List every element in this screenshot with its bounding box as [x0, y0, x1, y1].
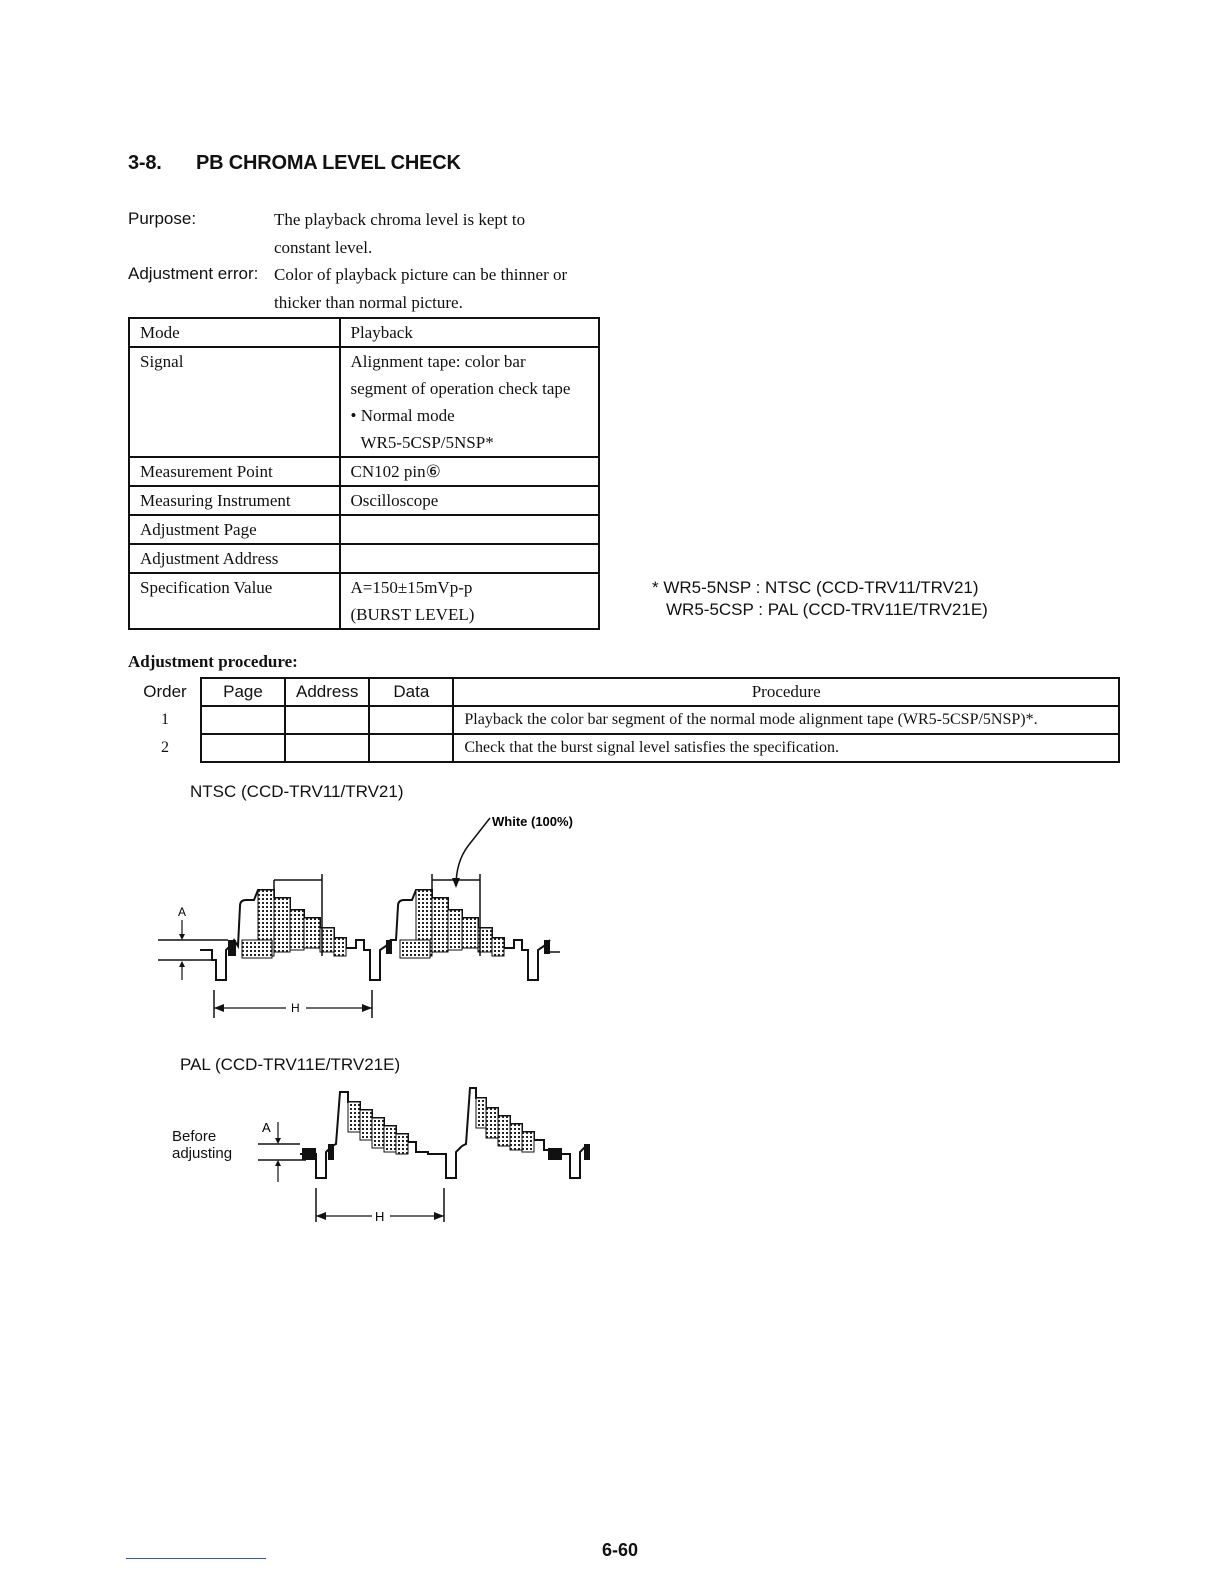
spec-table — [128, 317, 600, 630]
spec-label: Measurement Point — [129, 457, 340, 486]
pal-a-label: A — [262, 1120, 271, 1135]
a-arrow-top-head — [179, 934, 185, 940]
pal-h-label: H — [375, 1209, 385, 1224]
procedure-title: Adjustment procedure: — [128, 652, 298, 671]
burst-block — [302, 1148, 316, 1160]
h-arrow-head-right — [362, 1004, 372, 1012]
spec-value — [340, 515, 600, 544]
spec-row-adjustment-page — [129, 515, 599, 544]
adjustment-error-line-2: thicker than normal picture. — [274, 293, 463, 312]
burst-block — [228, 940, 236, 956]
procedure-data — [369, 734, 453, 762]
procedure-table — [130, 677, 1120, 763]
color-bar-block — [400, 940, 430, 958]
spec-row-signal — [129, 347, 599, 457]
color-bar-block — [384, 1126, 396, 1152]
spec-row-adjustment-address — [129, 544, 599, 573]
color-bar-block — [432, 898, 448, 952]
procedure-address — [285, 734, 369, 762]
spec-label: Adjustment Address — [129, 544, 340, 573]
purpose-line-2: constant level. — [274, 238, 373, 257]
color-bar-block — [360, 1110, 372, 1140]
section-number: 3-8. — [128, 152, 162, 174]
h-arrow-head-left — [214, 1004, 224, 1012]
procedure-data — [369, 706, 453, 734]
adjustment-error-label: Adjustment error: — [128, 264, 259, 283]
color-bar-block — [396, 1134, 408, 1154]
section-title: PB CHROMA LEVEL CHECK — [196, 152, 461, 174]
burst-block — [584, 1144, 590, 1160]
h-arrow-head-left — [316, 1212, 326, 1220]
color-bar-block — [242, 940, 272, 958]
spec-label: Specification Value — [129, 573, 340, 629]
a-arrow-bottom-head — [275, 1160, 281, 1166]
pal-diagram-title: PAL (CCD-TRV11E/TRV21E) — [180, 1055, 401, 1074]
spec-label: Adjustment Page — [129, 515, 340, 544]
procedure-row — [130, 734, 1119, 762]
spec-row-measuring-instrument — [129, 486, 599, 515]
a-arrow-bottom-head — [179, 961, 185, 967]
header-address: Address — [285, 678, 369, 706]
color-bar-block — [334, 938, 346, 956]
color-bar-block — [510, 1124, 522, 1150]
page-number: 6-60 — [602, 1540, 639, 1560]
a-arrow-top-head — [275, 1138, 281, 1144]
color-bar-block — [498, 1116, 510, 1146]
spec-row-mode — [129, 318, 599, 347]
spec-value — [340, 573, 600, 629]
ntsc-waveform-diagram — [150, 806, 610, 1026]
section-heading — [128, 152, 461, 175]
procedure-text: Check that the burst signal level satisfies the specification. — [453, 734, 1119, 762]
adjustment-error-line-1: Color of playback picture can be thinner or — [274, 265, 568, 284]
procedure-order: 2 — [161, 739, 169, 756]
ntsc-a-label: A — [178, 905, 187, 919]
signal-line: • Normal mode — [350, 406, 455, 425]
ntsc-diagram-title: NTSC (CCD-TRV11/TRV21) — [190, 782, 404, 801]
spec-label: Signal — [129, 347, 340, 457]
footer-rule — [126, 1558, 266, 1559]
color-bar-block — [522, 1132, 534, 1152]
procedure-header-row — [130, 678, 1119, 706]
before-adjusting-label — [172, 1128, 232, 1162]
procedure-page — [201, 734, 285, 762]
spec-label: Mode — [129, 318, 340, 347]
procedure-page — [201, 706, 285, 734]
tape-note-line-1: * WR5-5NSP : NTSC (CCD-TRV11/TRV21) — [652, 578, 979, 597]
color-bar-block — [348, 1102, 360, 1132]
h-arrow-head-right — [434, 1212, 444, 1220]
signal-line: Alignment tape: color bar — [350, 352, 526, 371]
color-bar-block — [274, 898, 290, 952]
spec-value: CN102 pin⑥ — [340, 457, 600, 486]
ntsc-h-label: H — [291, 1001, 300, 1015]
header-data: Data — [369, 678, 453, 706]
spec-label: Measuring Instrument — [129, 486, 340, 515]
procedure-order: 1 — [161, 711, 169, 728]
purpose-line-1: The playback chroma level is kept to — [274, 210, 526, 229]
spec-value-line: (BURST LEVEL) — [350, 605, 475, 624]
color-bar-block — [492, 938, 504, 956]
before-label-line-1: Before — [172, 1128, 217, 1145]
procedure-address — [285, 706, 369, 734]
tape-note — [652, 577, 988, 621]
spec-row-measurement-point — [129, 457, 599, 486]
pal-waveform-diagram — [250, 1080, 610, 1240]
spec-value: Playback — [340, 318, 600, 347]
white-label: White (100%) — [492, 814, 573, 829]
signal-line: WR5-5CSP/5NSP* — [360, 433, 494, 452]
header-order: Order — [143, 682, 187, 701]
spec-row-specification-value — [129, 573, 599, 629]
color-bar-block — [372, 1118, 384, 1148]
color-bar-block — [476, 1098, 486, 1128]
spec-value-line: A=150±15mVp-p — [350, 578, 473, 597]
burst-block — [548, 1148, 562, 1160]
spec-value — [340, 347, 600, 457]
signal-line: segment of operation check tape — [350, 379, 571, 398]
burst-block — [544, 940, 550, 954]
color-bar-block — [462, 918, 478, 948]
spec-value: Oscilloscope — [340, 486, 600, 515]
spec-value — [340, 544, 600, 573]
white-pointer-line — [456, 818, 490, 886]
before-label-line-2: adjusting — [172, 1145, 233, 1162]
procedure-text: Playback the color bar segment of the normal mode alignment tape (WR5-5CSP/5NSP)*. — [453, 706, 1119, 734]
color-bar-block — [486, 1108, 498, 1138]
burst-block — [328, 1144, 334, 1160]
color-bar-block — [290, 910, 304, 950]
procedure-row — [130, 706, 1119, 734]
header-page: Page — [201, 678, 285, 706]
burst-block — [386, 940, 392, 954]
purpose-label: Purpose: — [128, 209, 197, 228]
color-bar-block — [448, 910, 462, 950]
header-procedure: Procedure — [453, 678, 1119, 706]
tape-note-line-2: WR5-5CSP : PAL (CCD-TRV11E/TRV21E) — [666, 600, 988, 619]
color-bar-block — [304, 918, 320, 948]
